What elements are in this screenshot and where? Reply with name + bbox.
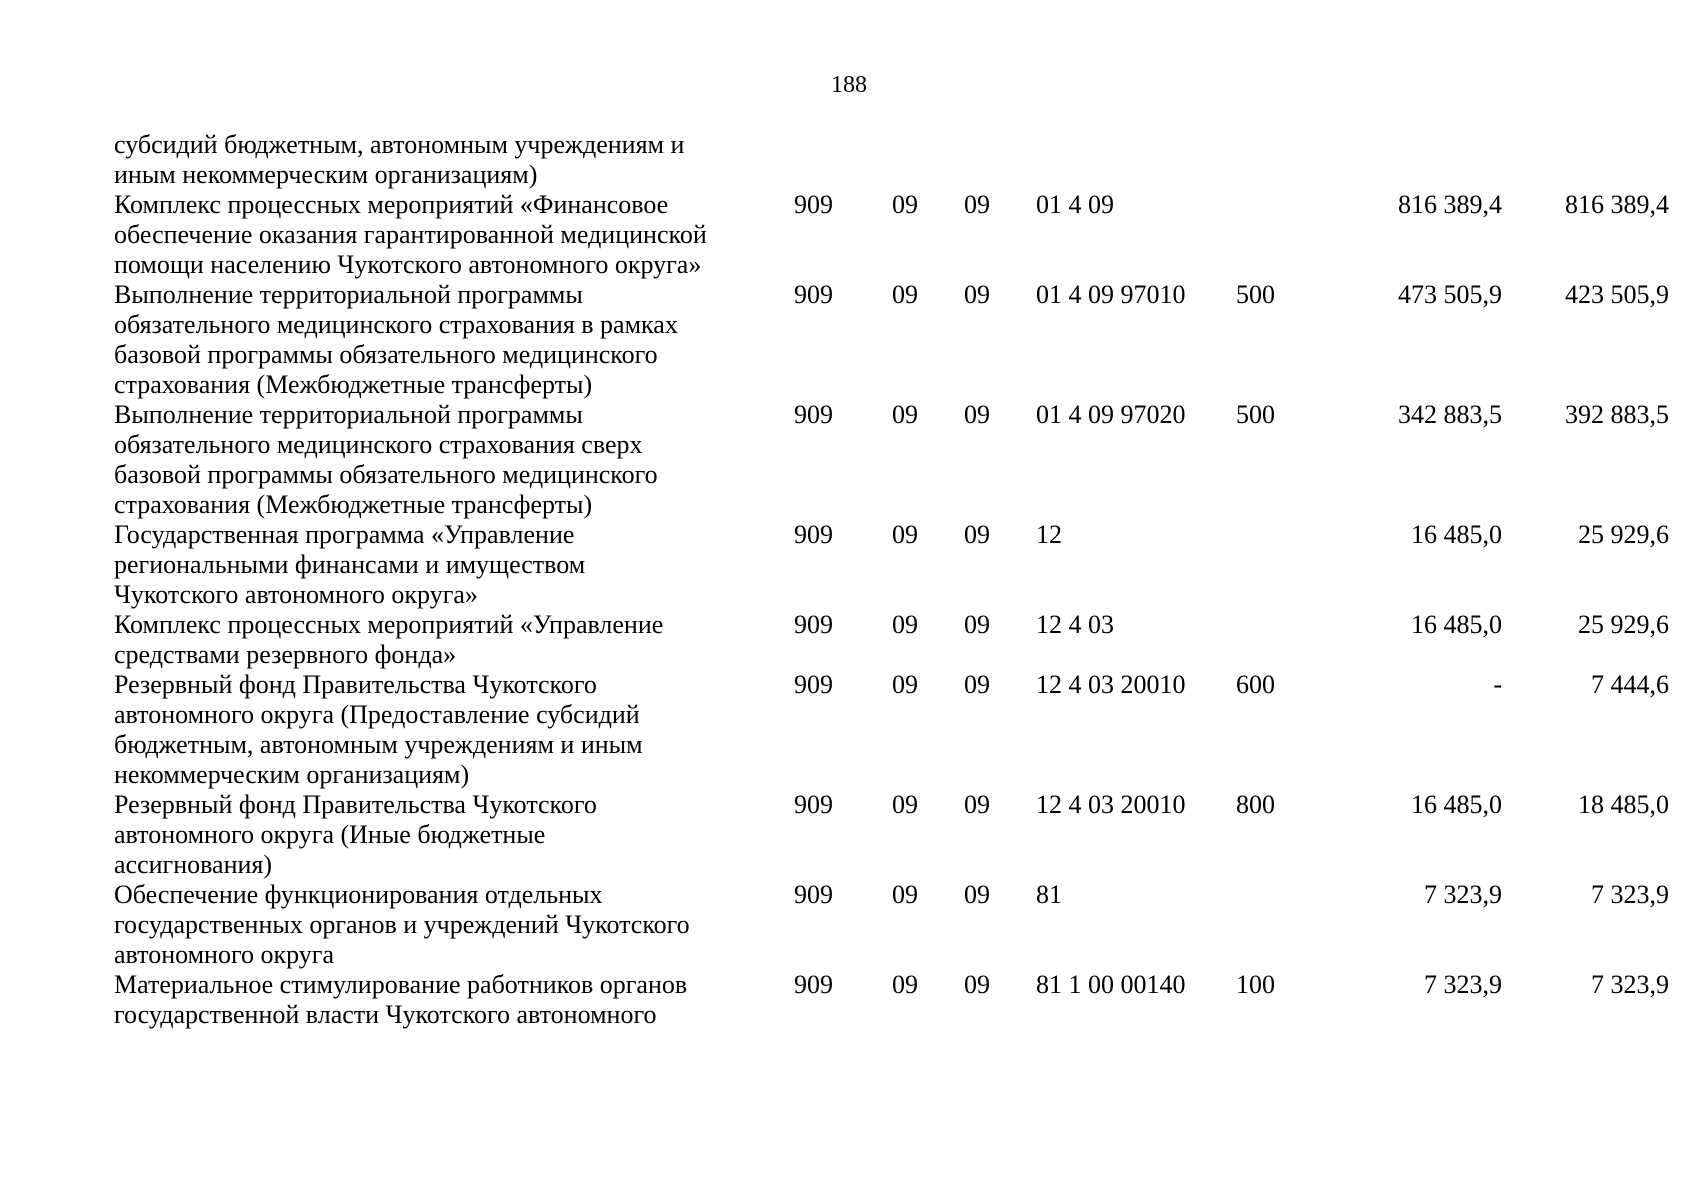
- name-line: региональными финансами и имуществом: [114, 550, 586, 579]
- cell-grbs: 909: [794, 400, 833, 429]
- name-line: базовой программы обязательного медицинского: [114, 460, 658, 489]
- cell-grbs: 909: [794, 880, 833, 909]
- cell-amount-year-1: 16 485,0: [1411, 610, 1502, 639]
- name-line: Обеспечение функционирования отдельных: [114, 880, 603, 909]
- cell-name: [114, 670, 794, 790]
- cell-amount-year-2: 25 929,6: [1578, 610, 1669, 639]
- cell-section: [892, 130, 964, 190]
- name-line: Выполнение территориальной программы: [114, 280, 583, 309]
- cell-amount-year-1: 473 505,9: [1398, 280, 1502, 309]
- cell-subsection: 09: [964, 970, 990, 999]
- name-line: Выполнение территориальной программы: [114, 400, 583, 429]
- cell-section: 09: [892, 670, 918, 699]
- table-row: [114, 790, 1669, 880]
- cell-expense-type: 100: [1236, 970, 1275, 999]
- table-row: [114, 280, 1669, 400]
- name-line: ассигнования): [114, 850, 273, 879]
- cell-subsection: 09: [964, 190, 990, 219]
- cell-amount-year-1: 16 485,0: [1411, 790, 1502, 819]
- cell-amount-year-2: 7 444,6: [1591, 670, 1669, 699]
- cell-amount-year-2: 392 883,5: [1565, 400, 1669, 429]
- cell-amount-year-2: 7 323,9: [1591, 880, 1669, 909]
- cell-amount-year-2: [1502, 130, 1669, 190]
- name-line: автономного округа: [114, 940, 334, 969]
- cell-target-article: 81 1 00 00140: [1036, 970, 1186, 999]
- cell-grbs: 909: [794, 970, 833, 999]
- name-line: страхования (Межбюджетные трансферты): [114, 490, 593, 519]
- cell-expense-type: [1236, 130, 1342, 190]
- cell-expense-type: 500: [1236, 400, 1275, 429]
- cell-section: 09: [892, 190, 918, 219]
- cell-grbs: 909: [794, 610, 833, 639]
- table-row: [114, 880, 1669, 970]
- cell-amount-year-1: -: [1493, 670, 1502, 699]
- cell-target-article: [1036, 130, 1236, 190]
- name-line: Резервный фонд Правительства Чукотского: [114, 790, 597, 819]
- table-row: [114, 190, 1669, 280]
- budget-table: [114, 130, 1669, 1030]
- cell-expense-type: 500: [1236, 280, 1275, 309]
- name-line: государственной власти Чукотского автономного: [114, 1000, 657, 1029]
- cell-expense-type: 800: [1236, 790, 1275, 819]
- name-line: Комплекс процессных мероприятий «Управление: [114, 610, 664, 639]
- cell-amount-year-1: 342 883,5: [1398, 400, 1502, 429]
- name-line: средствами резервного фонда»: [114, 640, 457, 669]
- name-line: обязательного медицинского страхования в рамках: [114, 310, 678, 339]
- table-row: [114, 970, 1669, 1030]
- table-row: [114, 400, 1669, 520]
- name-line: иным некоммерческим организациям): [114, 160, 538, 189]
- name-line: Чукотского автономного округа»: [114, 580, 478, 609]
- page-number: 188: [831, 72, 867, 98]
- name-line: Материальное стимулирование работников органов: [114, 970, 688, 999]
- cell-grbs: 909: [794, 280, 833, 309]
- table-body: [114, 130, 1669, 1030]
- cell-subsection: 09: [964, 790, 990, 819]
- cell-name: [114, 130, 794, 190]
- cell-grbs: 909: [794, 190, 833, 219]
- cell-grbs: [794, 130, 892, 190]
- name-line: страхования (Межбюджетные трансферты): [114, 370, 593, 399]
- name-line: бюджетным, автономным учреждениям и иным: [114, 730, 643, 759]
- cell-target-article: 12 4 03 20010: [1036, 790, 1186, 819]
- cell-subsection: 09: [964, 670, 990, 699]
- cell-amount-year-1: 7 323,9: [1424, 970, 1502, 999]
- cell-subsection: 09: [964, 280, 990, 309]
- name-line: обеспечение оказания гарантированной медицинской: [114, 220, 707, 249]
- cell-target-article: 81: [1036, 880, 1062, 909]
- name-line: автономного округа (Иные бюджетные: [114, 820, 546, 849]
- cell-name: [114, 610, 794, 670]
- cell-subsection: 09: [964, 520, 990, 549]
- name-line: субсидий бюджетным, автономным учреждениям и: [114, 130, 685, 159]
- name-line: Резервный фонд Правительства Чукотского: [114, 670, 597, 699]
- cell-expense-type: [1236, 610, 1342, 670]
- cell-amount-year-1: [1342, 130, 1502, 190]
- cell-section: 09: [892, 790, 918, 819]
- cell-section: 09: [892, 280, 918, 309]
- table-row: [114, 520, 1669, 610]
- name-line: базовой программы обязательного медицинского: [114, 340, 658, 369]
- name-line: обязательного медицинского страхования сверх: [114, 430, 643, 459]
- cell-subsection: 09: [964, 610, 990, 639]
- name-line: автономного округа (Предоставление субсидий: [114, 700, 640, 729]
- table-row: [114, 130, 1669, 190]
- cell-expense-type: 600: [1236, 670, 1275, 699]
- name-line: Комплекс процессных мероприятий «Финансовое: [114, 190, 669, 219]
- cell-amount-year-1: 7 323,9: [1424, 880, 1502, 909]
- cell-subsection: 09: [964, 880, 990, 909]
- name-line: некоммерческим организациям): [114, 760, 470, 789]
- cell-amount-year-2: 18 485,0: [1578, 790, 1669, 819]
- cell-name: [114, 190, 794, 280]
- cell-amount-year-2: 7 323,9: [1591, 970, 1669, 999]
- cell-name: [114, 880, 794, 970]
- table-row: [114, 610, 1669, 670]
- cell-section: 09: [892, 970, 918, 999]
- cell-name: [114, 400, 794, 520]
- cell-expense-type: [1236, 880, 1342, 970]
- cell-grbs: 909: [794, 790, 833, 819]
- cell-grbs: 909: [794, 520, 833, 549]
- cell-name: [114, 520, 794, 610]
- cell-amount-year-2: 423 505,9: [1565, 280, 1669, 309]
- cell-target-article: 01 4 09 97010: [1036, 280, 1186, 309]
- cell-name: [114, 280, 794, 400]
- cell-subsection: 09: [964, 400, 990, 429]
- cell-target-article: 01 4 09: [1036, 190, 1114, 219]
- cell-subsection: [964, 130, 1036, 190]
- cell-target-article: 01 4 09 97020: [1036, 400, 1186, 429]
- cell-target-article: 12 4 03: [1036, 610, 1114, 639]
- cell-expense-type: [1236, 190, 1342, 280]
- cell-expense-type: [1236, 520, 1342, 610]
- cell-amount-year-2: 816 389,4: [1565, 190, 1669, 219]
- cell-name: [114, 790, 794, 880]
- table-row: [114, 670, 1669, 790]
- cell-target-article: 12: [1036, 520, 1062, 549]
- name-line: помощи населению Чукотского автономного округа»: [114, 250, 702, 279]
- name-line: государственных органов и учреждений Чукотского: [114, 910, 690, 939]
- cell-section: 09: [892, 610, 918, 639]
- cell-grbs: 909: [794, 670, 833, 699]
- name-line: Государственная программа «Управление: [114, 520, 575, 549]
- cell-amount-year-1: 16 485,0: [1411, 520, 1502, 549]
- cell-amount-year-1: 816 389,4: [1398, 190, 1502, 219]
- cell-name: [114, 970, 794, 1030]
- cell-section: 09: [892, 400, 918, 429]
- cell-target-article: 12 4 03 20010: [1036, 670, 1186, 699]
- cell-section: 09: [892, 520, 918, 549]
- cell-amount-year-2: 25 929,6: [1578, 520, 1669, 549]
- cell-section: 09: [892, 880, 918, 909]
